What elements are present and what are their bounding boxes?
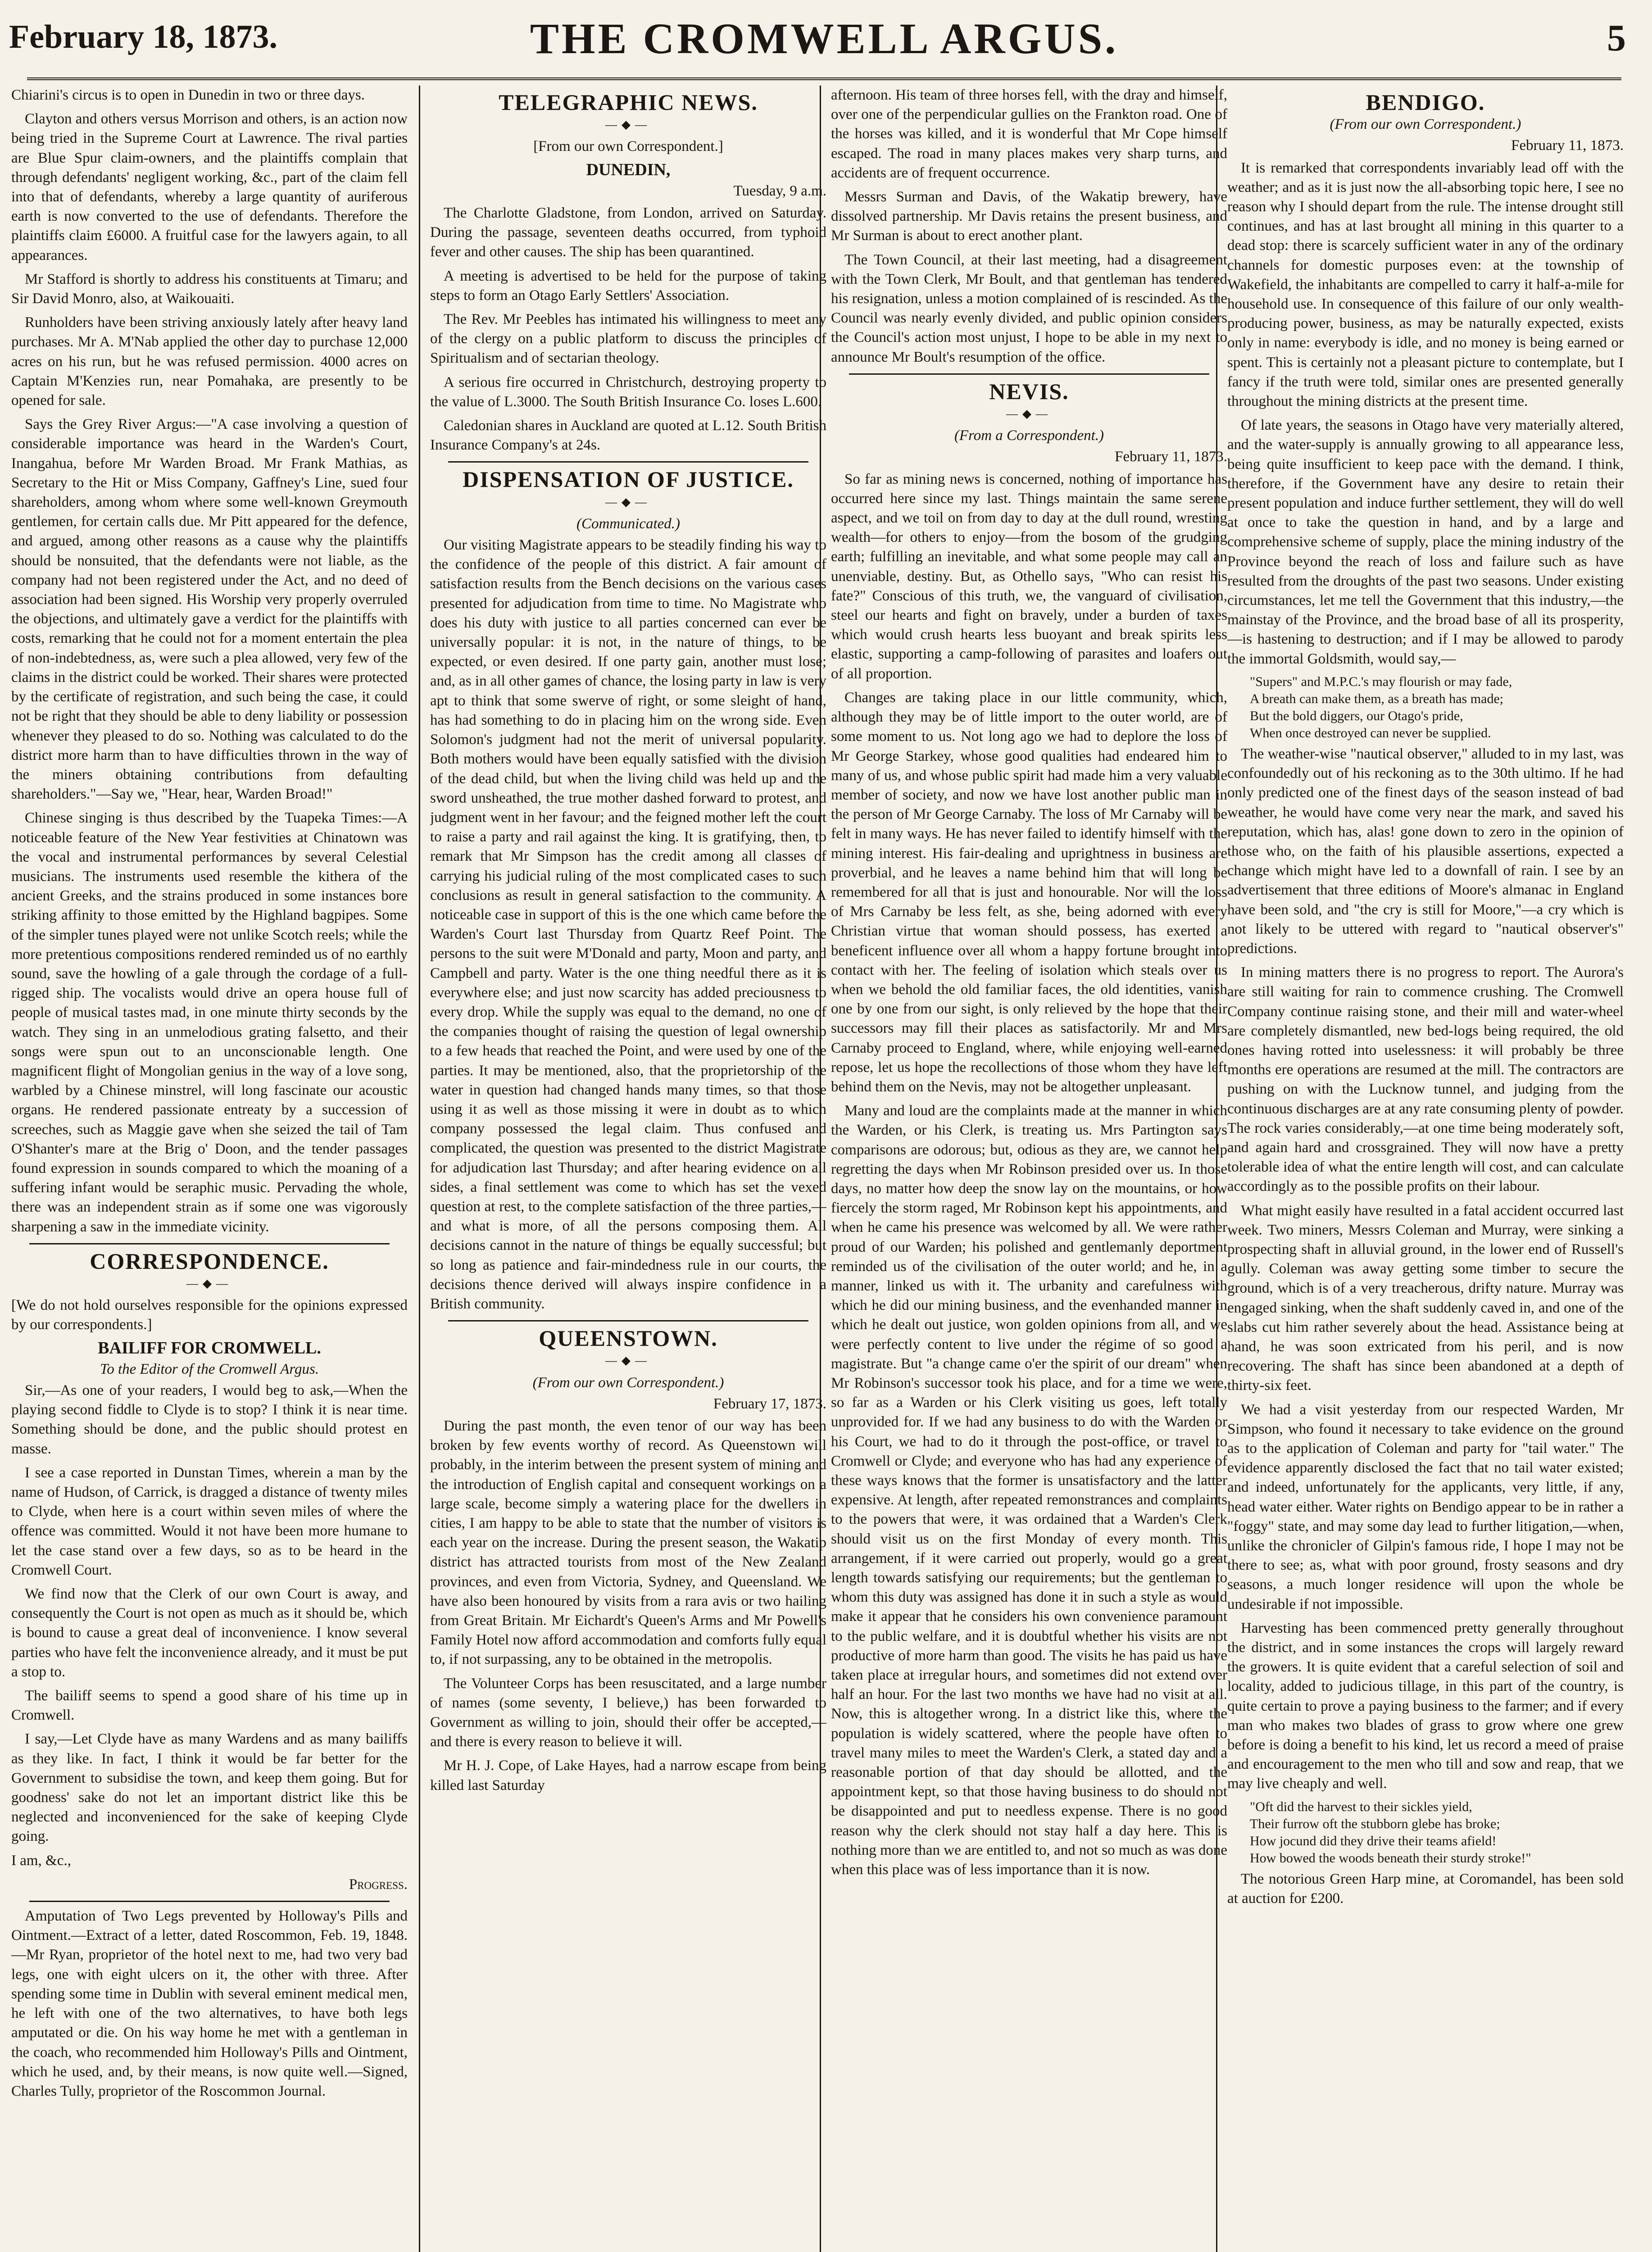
verse-line: "Supers" and M.P.C.'s may flourish or may fade, xyxy=(1250,674,1512,689)
news-paragraph: Says the Grey River Argus:—"A case involving a question of considerable importance was heard in the Warden's Court, Inangahua, before Mr Warden Broad. Mr Frank Mathias, as Secretary to the Hit or Miss Company, Gaffney's Line, sued four shareholders, among whom where some well-known Greymouth gentlemen, for certain calls due. Mr Pitt appeared for the defence, and argued, among other reasons as a cause why the plaintiffs should be nonsuited, that the defendants were not liable, as the company had not been registered under the Act, and no deed of association had been signed. His Worship very properly overruled the objections, and ultimately gave a verdict for the plaintiffs with costs, remarking that he could not for a moment entertain the plea of non-indebtedness, as, were such a plea allowed, very few of the claims in the district could be worked. Their shares were protected by the certificate of registration, and such being the case, it could not be right that they should be able to deny liability or possession whenever they pleased to do so. Nothing was calculated to do the district more harm than to have difficulties thrown in the way of the miners obtaining contributions from defaulting shareholders."—Say we, "Hear, hear, Warden Broad!" xyxy=(11,416,408,803)
letter-addressee: To the Editor of the Cromwell Argus. xyxy=(100,1361,319,1377)
telegraphic-heading: TELEGRAPHIC NEWS. xyxy=(499,90,758,115)
section-rule xyxy=(448,1320,808,1321)
nevis-heading: NEVIS. xyxy=(989,378,1069,404)
verse-line: Their furrow oft the stubborn glebe has broke; xyxy=(1250,1816,1500,1831)
correspondence-heading: CORRESPONDENCE. xyxy=(90,1248,329,1274)
column-4 xyxy=(1227,86,1624,2252)
bendigo-subheading: (From our own Correspondent.) xyxy=(1330,116,1521,133)
issue-date: February 18, 1873. xyxy=(9,18,278,55)
news-paragraph: Caledonian shares in Auckland are quoted at L.12. South British Insurance Company's at 24s. xyxy=(430,418,826,454)
column-1 xyxy=(11,86,408,2252)
verse-line: But the bold diggers, our Otago's pride, xyxy=(1250,708,1463,723)
ornament-divider: —◆— xyxy=(1006,407,1052,421)
column-divider xyxy=(419,86,420,2252)
ornament-divider: —◆— xyxy=(605,495,651,509)
ornament-divider: —◆— xyxy=(605,1354,651,1367)
letter-paragraph: The bailiff seems to spend a good share of his time up in Cromwell. xyxy=(11,1688,408,1724)
letter-closing: I am, &c., xyxy=(11,1852,71,1869)
letter-paragraph: Sir,—As one of your readers, I would beg to ask,—When the playing second fiddle to Clyde is to stop? I think it is near time. Something should be done, and the public should protest en masse. xyxy=(11,1382,408,1457)
verse-line: When once destroyed can never be supplied. xyxy=(1250,725,1491,740)
verse-line: How jocund did they drive their teams afield! xyxy=(1250,1833,1497,1848)
verse-line: "Oft did the harvest to their sickles yield, xyxy=(1250,1799,1472,1814)
masthead xyxy=(9,14,1639,81)
news-paragraph: In mining matters there is no progress to report. The Aurora's are still waiting for rain to commence crushing. The Cromwell Company continue raising stone, and their mill and water-wheel are completely dismantled, new bed-logs being required, the old ones having rotted into uselessness: it will probably be three months ere operations are resumed at the mill. The contractors are pushing on with the Lucknow tunnel, and judging from the continuous discharges are at any rate consuming plenty of powder. The rock varies considerably,—at one time being moderately soft, and again hard and crossgrained. They will now have a pretty tolerable idea of what the entire length will cost, and can calculate accordingly as to the possible profits on their labour. xyxy=(1227,964,1624,1195)
news-paragraph: Clayton and others versus Morrison and others, is an action now being tried in the Supreme Court at Lawrence. The rival parties are Blue Spur claim-owners, and the plaintiffs complain that through defendants' negligent working, &c., part of the claim fell into that of defendants, whereby a large quantity of auriferous earth is now converted to the use of defendants. Therefore the plaintiffs claim £6000. A fruitful case for the lawyers again, to all appearances. xyxy=(11,111,408,263)
news-paragraph: Runholders have been striving anxiously lately after heavy land purchases. Mr A. M'Nab applied the other day to purchase 12,000 acres on his run, but he was refused permission. 4000 acres on Captain M'Kenzies run, near Pomahaka, are presently to be opened for sale. xyxy=(11,314,408,409)
bendigo-dateline: February 11, 1873. xyxy=(1511,137,1624,154)
justice-heading: DISPENSATION OF JUSTICE. xyxy=(463,467,794,492)
column-3 xyxy=(831,86,1227,2252)
news-paragraph: Chinese singing is thus described by the Tuapeka Times:—A noticeable feature of the New Year festivities at Chinatown was the vocal and instrumental performances by several Celestial musicians. The instruments used resemble the kithera of the ancient Greeks, and the strains produced in some instances bore striking affinity to those emitted by the Highland bagpipes. Some of the simpler tunes played were not unlike Scotch reels; while the more pretentious compositions rendered reminded us of no earthly sound, save the howling of a gale through the cordage of a full-rigged ship. The vocalists would drive an opera house full of people of musical tastes mad, in one minute thirty seconds by the watch. They sing in an unmelodious grating falsetto, and their songs were spun out to an unconscionable length. One magnificent flight of Mongolian genius in the way of a love song, warbled by a Chinese minstrel, will long fascinate our acoustic organs. He rendered passionate entreaty by a succession of screeches, such as Maggie gave when she seized the tail of Tam O'Shanter's mare at the Brig o' Doon, and the tender passages found expression in sounds compared to which the moaning of a suffering infant would be seraphic music. Pervading the whole, there was an independent strain as if some one was vigorously sharpening a saw in the immediate vicinity. xyxy=(11,810,408,1235)
verse-line: A breath can make them, as a breath has made; xyxy=(1250,691,1504,706)
news-paragraph: The weather-wise "nautical observer," alluded to in my last, was confoundedly out of his reckoning as to the 30th ultimo. If he had only predicted one of the finest days of the season instead of bad weather, he would have come very near the mark, and saved his reputation, which has, alas! gone down to zero in the opinion of those who, on the faith of his plausible assertions, expected a change which might have led to a downfall of rain. I see by an advertisement that three editions of Moore's almanac in England have been sold, and "the cry is still for Moore,"—a cry which is not likely to be uttered with regard to "nautical observer's" predictions. xyxy=(1227,745,1624,957)
news-paragraph: Many and loud are the complaints made at the manner in which the Warden, or his Clerk, is treating us. Mrs Partington says comparisons are odorous; but, odious as they are, we cannot help regretting the days when Mr Robinson presided over us. In those days, no matter how deep the snow lay on the mountains, or how fiercely the storm raged, Mr Robinson kept his appointments, and when he came his presence was welcomed by all. We were rather proud of our Warden; his polished and gentlemanly deportment reminded us of the civilisation of the outer world; and he, in a manner, linked us with it. The urbanity and carefulness with which he did our mining business, and the evenhanded manner in which he dealt out justice, won golden opinions from all, and we were perfectly content to live under the régime of so good a magistrate. But "a change came o'er the spirit of our dream" when Mr Robinson's successor took his place, and for a time we were, so far as a Warden or his Clerk visiting us goes, left totally unprovided for. If we had any business to do with the Warden or his Court, we had to do it through the post-office, or travel to Cromwell or Clyde; and everyone who has had any experience of these ways knows that the former is unsatisfactory and the latter expensive. At length, after repeated remonstrances and complaints to the powers that were, it was ordained that a Warden's Clerk should visit us on the first Monday of every month. This arrangement, if it were carried out properly, would go a great length towards satisfying our requirements; but the gentleman to whom this duty was assigned has done it in such a style as would make it appear that he considers his own convenience paramount to the public welfare, and it is doubtful whether his visits are not productive of more harm than good. The visits he has paid us have taken place at irregular hours, and sometimes did not extend over half an hour. For the last two months we have had no visit at all. Now, this is altogether wrong. In a district like this, where the population is widely scattered, where the people have often to travel many miles to meet the Warden's Clerk, a stated day and a reasonable portion of that day should be allotted, and the appointment kept, so that those having business to do should not be disappointed and put to needless expense. There is no good reason why the clerk should not stay half a day here. This is nothing more than we are entitled to, and not so much as was done when this place was of less importance than it is now. xyxy=(831,1103,1227,1878)
section-rule xyxy=(849,373,1209,375)
verse-quotation xyxy=(1250,1798,1624,1867)
letter-heading: BAILIFF FOR CROMWELL. xyxy=(98,1338,321,1358)
ornament-divider: —◆— xyxy=(186,1276,232,1290)
letter-paragraph: We find now that the Clerk of our own Court is away, and consequently the Court is not open as much as it should be, which is bound to cause a great deal of inconvenience. I know several parties who have felt the inconvenience already, and it must be put a stop to. xyxy=(11,1586,408,1680)
news-paragraph: What might easily have resulted in a fatal accident occurred last week. Two miners, Messrs Coleman and Murray, were sinking a prospecting shaft in alluvial ground, in the lower end of Russell's gully. Coleman was away getting some timber to secure the ground, which is of a very treacherous, drifty nature. Murray was engaged sinking, when the shaft suddenly caved in, and one of the slabs cut him rather severely about the head. Assistance being at hand, he was soon extricated from his peril, and is now recovering. The shaft has since been abandoned at a depth of thirty-six feet. xyxy=(1227,1202,1624,1394)
verse-line: How bowed the woods beneath their sturdy stroke!" xyxy=(1250,1850,1531,1866)
news-paragraph: Messrs Surman and Davis, of the Wakatip brewery, have dissolved partnership. Mr Davis retains the present business, and Mr Surman is about to erect another plant. xyxy=(831,189,1227,244)
dunedin-dateline: Tuesday, 9 a.m. xyxy=(733,182,826,199)
news-paragraph: We had a visit yesterday from our respected Warden, Mr Simpson, who found it necessary to take evidence on the ground as to the application of Coleman and party for "tail water." The evidence apparently disclosed the fact that no tail water existed; and indeed, unfortunately for the applicants, very little, if any, head water either. Water rights on Bendigo appear to be in rather a "foggy" state, and may some day lead to further litigation,—when, unlike the chronicler of Gilpin's famous ride, I hope I may not be there to see; as, what with poor ground, frosty seasons and dry seasons, a much longer residence will upon the whole be undesirable if not impossible. xyxy=(1227,1401,1624,1612)
queenstown-dateline: February 17, 1873. xyxy=(713,1395,826,1412)
news-paragraph: The Charlotte Gladstone, from London, arrived on Saturday. During the passage, seventeen deaths occurred, from typhoid fever and other causes. The ship has been quarantined. xyxy=(430,205,826,260)
news-paragraph: A meeting is advertised to be held for the purpose of taking steps to form an Otago Early Settlers' Association. xyxy=(430,268,826,304)
letter-paragraph: I say,—Let Clyde have as many Wardens and as many bailiffs as they like. In fact, I think it would be far better for the Government to subsidise the town, and keep them going. But for goodness' sake do not let an important district like this be neglected and inconvenienced for the sake of keeping Clyde going. xyxy=(11,1731,408,1845)
news-paragraph: afternoon. His team of three horses fell, with the dray and himself, over one of the perpendicular gullies on the Frankton road. One of the horses was killed, and it is wonderful that Mr Cope himself escaped. The road in many places makes very sharp turns, and accidents are of frequent occurrence. xyxy=(831,87,1227,181)
news-paragraph: The Volunteer Corps has been resuscitated, and a large number of names (some seventy, I believe,) has been forwarded to Government as willing to join, should their offer be accepted,—and there is every reason to believe it will. xyxy=(430,1675,826,1750)
news-paragraph: A serious fire occurred in Christchurch, destroying property to the value of L.3000. The South British Insurance Co. loses L.600. xyxy=(430,374,826,410)
telegraphic-note: [From our own Correspondent.] xyxy=(533,138,723,155)
masthead-rule xyxy=(27,77,1621,80)
news-paragraph: Mr Stafford is shortly to address his constituents at Timaru; and Sir David Monro, also, at Waikouaiti. xyxy=(11,271,408,307)
queenstown-heading: QUEENSTOWN. xyxy=(539,1326,718,1351)
queenstown-subheading: (From our own Correspondent.) xyxy=(532,1374,724,1391)
advertisement: Amputation of Two Legs prevented by Holloway's Pills and Ointment.—Extract of a letter, dated Roscommon, Feb. 19, 1848.—Mr Ryan, proprietor of the hotel next to me, had two very bad legs, one with eight ulcers on it, the other with three. After spending some time in Dublin with several eminent medical men, he left with one of the two alternatives, to have both legs amputated or die. On his way home he met with a gentleman in the coach, who recommended him Holloway's Pills and Ointment, which he used, and, by their means, is now quite well.—Signed, Charles Tully, proprietor of the Roscommon Journal. xyxy=(11,1908,408,2099)
news-paragraph: Mr H. J. Cope, of Lake Hayes, had a narrow escape from being killed last Saturday xyxy=(430,1757,826,1793)
newspaper-title: THE CROMWELL ARGUS. xyxy=(530,14,1119,63)
news-paragraph: Of late years, the seasons in Otago have very materially altered, and the water-supply is annually growing to all appearance less, being quite insufficient to keep pace with the demand. I think, therefore, if the Government have any desire to retain their present population and induce further settlement, they will do well at once to take the question in hand, and by a large and comprehensive scheme of supply, place the mining industry of the Province beyond the reach of loss and failure such as have resulted from the droughts of the past two seasons. Under existing circumstances, let me tell the Government that this industry,—the mainstay of the Province, and the broad base of all its prosperity,—is hastening to destruction; and if I may be allowed to parody the immortal Goldsmith, would say,— xyxy=(1227,417,1624,667)
news-paragraph: The Town Council, at their last meeting, had a disagreement with the Town Clerk, Mr Boult, and that gentleman has tendered his resignation, unless a motion complained of is rescinded. As the Council was nearly evenly divided, and public opinion considers the Council's action most unjust, I hope to be able in my next to announce Mr Boult's resumption of the office. xyxy=(831,251,1227,365)
letter-paragraph: I see a case reported in Dunstan Times, wherein a man by the name of Hudson, of Carrick, is dragged a distance of twenty miles to Clyde, when here is a court within seven miles of where the offence was committed. Would it not have been more humane to let the case stand over a few days, so as to be heard in the Cromwell Court. xyxy=(11,1464,408,1578)
verse-quotation xyxy=(1250,673,1624,742)
news-paragraph: It is remarked that correspondents invariably lead off with the weather; and as it is just now the all-absorbing topic here, I see no reason why I should depart from the rule. The intense drought still continues, and has at last brought all mining in this quarter to a dead stop: there is scarcely sufficient water in any of the ordinary channels for domestic purposes even: at the township of Wakefield, the inhabitants are compelled to carry it half-a-mile for household use. In consequence of this failure of our only wealth-producing power, business, as may be naturally expected, exists only in name: everybody is idle, and no money is being earned or spent. This is certainly not a pleasant picture to contemplate, but I fancy if the truth were told, similar ones are presented generally throughout the mining districts at the present time. xyxy=(1227,159,1624,410)
news-paragraph: Harvesting has been commenced pretty generally throughout the district, and in some instances the crops will largely reward the growers. It is quite evident that a careful selection of soil and locality, added to judicious tillage, in this part of the country, is quite certain to prove a paying business to the farmer; and if every man who makes two blades of grass to grow where one grew before is doing a benefit to his kind, let us record a meed of praise and encouragement to the men who till and sow and reap, that we may live cheaply and well. xyxy=(1227,1620,1624,1792)
correspondence-note: [We do not hold ourselves responsible for the opinions expressed by our correspondents.] xyxy=(11,1297,408,1333)
nevis-dateline: February 11, 1873. xyxy=(1115,449,1227,465)
news-paragraph: So far as mining news is concerned, nothing of importance has occurred here since my last. Things maintain the same serene aspect, and we toil on from day to day at the dull round, wresting wealth—for others to enjoy—from the bosom of the grudging earth; fulfilling an inevitable, and what some people may call an unenviable, destiny. But, as Othello says, "Who can resist his fate?" Conscious of this truth, we, the vanguard of civilisation, steel our hearts and fight on bravely, under a burden of taxes which would crush hearts less buoyant and break spirits less elastic, supporting a camp-following of parasites and loafers out of all proportion. xyxy=(831,471,1227,682)
justice-subheading: (Communicated.) xyxy=(576,515,681,532)
nevis-subheading: (From a Correspondent.) xyxy=(954,427,1104,444)
news-paragraph: Changes are taking place in our little community, which, although they may be of little import to the outer world, are of some moment to us. Not long ago we had to deplore the loss of Mr George Starkey, whose good qualities had endeared him to many of us, and whose public spirit had made him a very valuable member of society, and now we have lost another public man in the person of Mr George Carnaby. The loss of Mr Carnaby will be felt in many ways. He has never failed to identify himself with the mining interest. His fair-dealing and uprightness in business are proverbial, and he leaves a name behind him that will long be remembered for all that is just and honourable. Nor will the loss of Mrs Carnaby be less felt, as she, being adorned with every Christian virtue that woman should possess, has exerted a beneficent influence over all whom a happy fortune brought into contact with her. The feeling of isolation which steals over us when we behold the old familiar faces, the old identities, vanish one by one from our sight, is only relieved by the hope that their successors may fill their places as satisfactorily. Mr and Mrs Carnaby proceed to England, where, while enjoying well-earned repose, let us hope the recollections of those whom they have left behind them on the Nevis, may not be altogether unpleasant. xyxy=(831,689,1227,1095)
news-paragraph: The Rev. Mr Peebles has intimated his willingness to meet any of the clergy on a public platform to discuss the principles of Spiritualism and of sectarian theology. xyxy=(430,311,826,367)
news-paragraph: Chiarini's circus is to open in Dunedin in two or three days. xyxy=(11,87,365,103)
section-rule xyxy=(448,461,808,463)
page-number: 5 xyxy=(1607,17,1626,59)
ornament-divider: —◆— xyxy=(605,118,651,132)
section-rule xyxy=(29,1243,390,1244)
letter-signature: Progress. xyxy=(349,1876,408,1893)
dunedin-heading: DUNEDIN, xyxy=(586,160,671,179)
news-paragraph: Our visiting Magistrate appears to be steadily finding his way to the confidence of the people of this district. A fair amount of satisfaction results from the Bench decisions on the various cases presented for adjudication from time to time. No Magistrate who does his duty with justice to all parties concerned can ever be universally popular: it is not, in the nature of things, to be expected, or even desired. If one party gain, another must lose; and, as in all other games of chance, the losing party in law is very apt to think that some swerve of right, or some sleight of hand, has had something to do in placing him on the wrong side. Even Solomon's judgment had not the merit of universal popularity. Both mothers would have been equally satisfied with the division of the dead child, but when the living child was held up and the sword unsheathed, the true mother dashed forward to protest, and judgment went in her favour; and the feigned mother left the court to raise a party and rail against the king. It is gratifying, then, to remark that Mr Simpson has the credit among all classes of carrying his judicial ruling of the most complicated cases to such conclusions as result in general satisfaction to the community. A noticeable case in support of this is the one which came before the Warden's Court last Thursday from Quartz Reef Point. The persons to the suit were M'Donald and party, Moon and party, and Campbell and party. Water is the one thing needful there as it is everywhere else; and just now scarcity has added preciousness to every drop. While the supply was equal to the demand, no one of the companies thought of raising the question of legal ownership to a few heads that reached the Point, and were used by one of the parties. It may be mentioned, also, that the proprietorship of the water in question had changed hands many times, so that those using it as well as those missing it were in doubt as to which company possessed the legal claim. Thus confused and complicated, the question was presented to the district Magistrate for adjudication last Thursday; and after hearing evidence on all sides, a final settlement was come to which has set the vexed question at rest, to the complete satisfaction of the three parties,—and what is more, of all the persons composing them. All decisions cannot in the nature of things be equally successful; but so long as patience and fair-mindedness rule in our courts, the decisions thence derived will always inspire confidence in a British community. xyxy=(430,537,826,1312)
news-paragraph: During the past month, the even tenor of our way has been broken by few events worthy of record. As Queenstown will probably, in the interim between the present system of mining and the introduction of English capital and consequent workings on a large scale, become simply a watering place for the dwellers in cities, I am happy to be able to state that the number of visitors is each year on the increase. During the present season, the Wakatip district has attracted tourists from most of the New Zealand provinces, and even from Victoria, Sydney, and Queensland. We have also been honoured by visits from a rara avis or two hailing from Great Britain. Mr Eichardt's Queen's Arms and Mr Powell's Family Hotel now afford accommodation and comforts fully equal to, if not surpassing, any to be obtained in the metropolis. xyxy=(430,1418,826,1668)
bendigo-heading: BENDIGO. xyxy=(1366,90,1485,115)
news-paragraph: The notorious Green Harp mine, at Coromandel, has been sold at auction for £200. xyxy=(1227,1871,1624,1907)
column-2 xyxy=(430,86,826,2252)
section-rule xyxy=(29,1901,390,1902)
